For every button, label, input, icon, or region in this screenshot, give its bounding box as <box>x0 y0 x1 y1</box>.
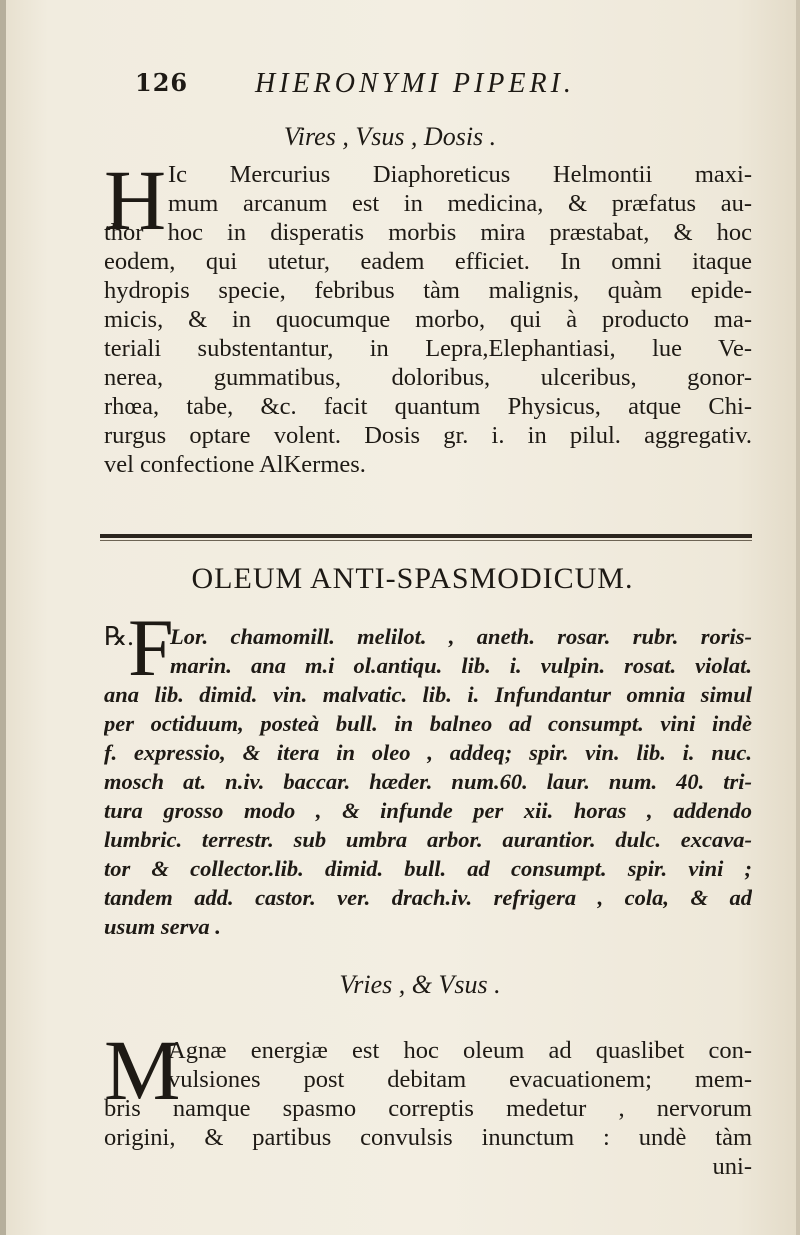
text-line: vel confectione AlKermes. <box>104 451 366 478</box>
text-line: tandem add. castor. ver. drach.iv. refrigera , cola, & ad <box>104 885 752 910</box>
running-title: HIERONYMI PIPERI. <box>255 68 575 99</box>
text-line: Lor. chamomill. melilot. , aneth. rosar. rubr. roris- <box>170 624 752 649</box>
horizontal-rule <box>100 534 752 538</box>
text-line: teriali substentantur, in Lepra,Elephantiasi, lue Ve- <box>104 335 752 362</box>
text-line: micis, & in quocumque morbo, qui à producto ma- <box>104 306 752 333</box>
text-line: mum arcanum est in medicina, & præfatus au- <box>168 190 752 217</box>
subheading-vries-vsus: Vries , & Vsus . <box>339 970 501 999</box>
horizontal-rule-thin <box>100 540 752 541</box>
text-line: bris namque spasmo correptis medetur , nervorum <box>104 1095 752 1122</box>
page-gutter-shadow <box>0 0 6 1235</box>
dropcap-m: M <box>104 1022 181 1118</box>
text-line: nerea, gummatibus, doloribus, ulceribus, gonor- <box>104 364 752 391</box>
text-line: thor hoc in disperatis morbis mira præstabat, & hoc <box>104 219 752 246</box>
page-header <box>135 68 635 108</box>
page-number: 126 <box>135 68 189 97</box>
catchword-text: uni- <box>712 1153 752 1180</box>
dropcap-h: H <box>104 152 167 248</box>
catchword <box>104 1152 752 1181</box>
text-line: f. expressio, & itera in oleo , addeq; spir. vin. lib. i. nuc. <box>104 740 752 765</box>
text-line: tura grosso modo , & infunde per xii. horas , addendo <box>104 798 752 823</box>
text-line: eodem, qui utetur, eadem efficiet. In omni itaque <box>104 248 752 275</box>
text-line: rhœa, tabe, &c. facit quantum Physicus, atque Chi- <box>104 393 752 420</box>
text-line: hydropis specie, febribus tàm malignis, quàm epide- <box>104 277 752 304</box>
paragraph-magnae-energiae <box>104 1036 752 1181</box>
subheading-vires-usus-dosis: Vires , Vsus , Dosis . <box>283 122 497 151</box>
text-line: per octiduum, posteà bull. in balneo ad consumpt. vini indè <box>104 711 752 736</box>
recipe-paragraph <box>104 622 752 941</box>
text-line: vulsiones post debitam evacuationem; mem- <box>168 1066 752 1093</box>
text-line: Ic Mercurius Diaphoreticus Helmontii maxi- <box>168 161 752 188</box>
text-line: marin. ana m.i ol.antiqu. lib. i. vulpin. rosat. violat. <box>170 653 752 678</box>
section-title: OLEUM ANTI-SPASMODICUM. <box>191 562 634 595</box>
text-line: ana lib. dimid. vin. malvatic. lib. i. Infundantur omnia simul <box>104 682 752 707</box>
text-line: tor & collector.lib. dimid. bull. ad consumpt. spir. vini ; <box>104 856 752 881</box>
text-line: usum serva . <box>104 914 221 939</box>
page-edge <box>796 0 800 1235</box>
text-line: Agnæ energiæ est hoc oleum ad quaslibet con- <box>168 1037 752 1064</box>
recipe-symbol: ℞. <box>104 622 134 651</box>
text-line: rurgus optare volent. Dosis gr. i. in pilul. aggregativ. <box>104 422 752 449</box>
text-line: lumbric. terrestr. sub umbra arbor. aurantior. dulc. excava- <box>104 827 752 852</box>
dropcap-f: F <box>128 602 174 693</box>
text-line: origini, & partibus convulsis inunctum : undè tàm <box>104 1124 752 1151</box>
text-line: mosch at. n.iv. baccar. hæder. num.60. laur. num. 40. tri- <box>104 769 752 794</box>
paragraph-mercurius <box>104 152 752 479</box>
